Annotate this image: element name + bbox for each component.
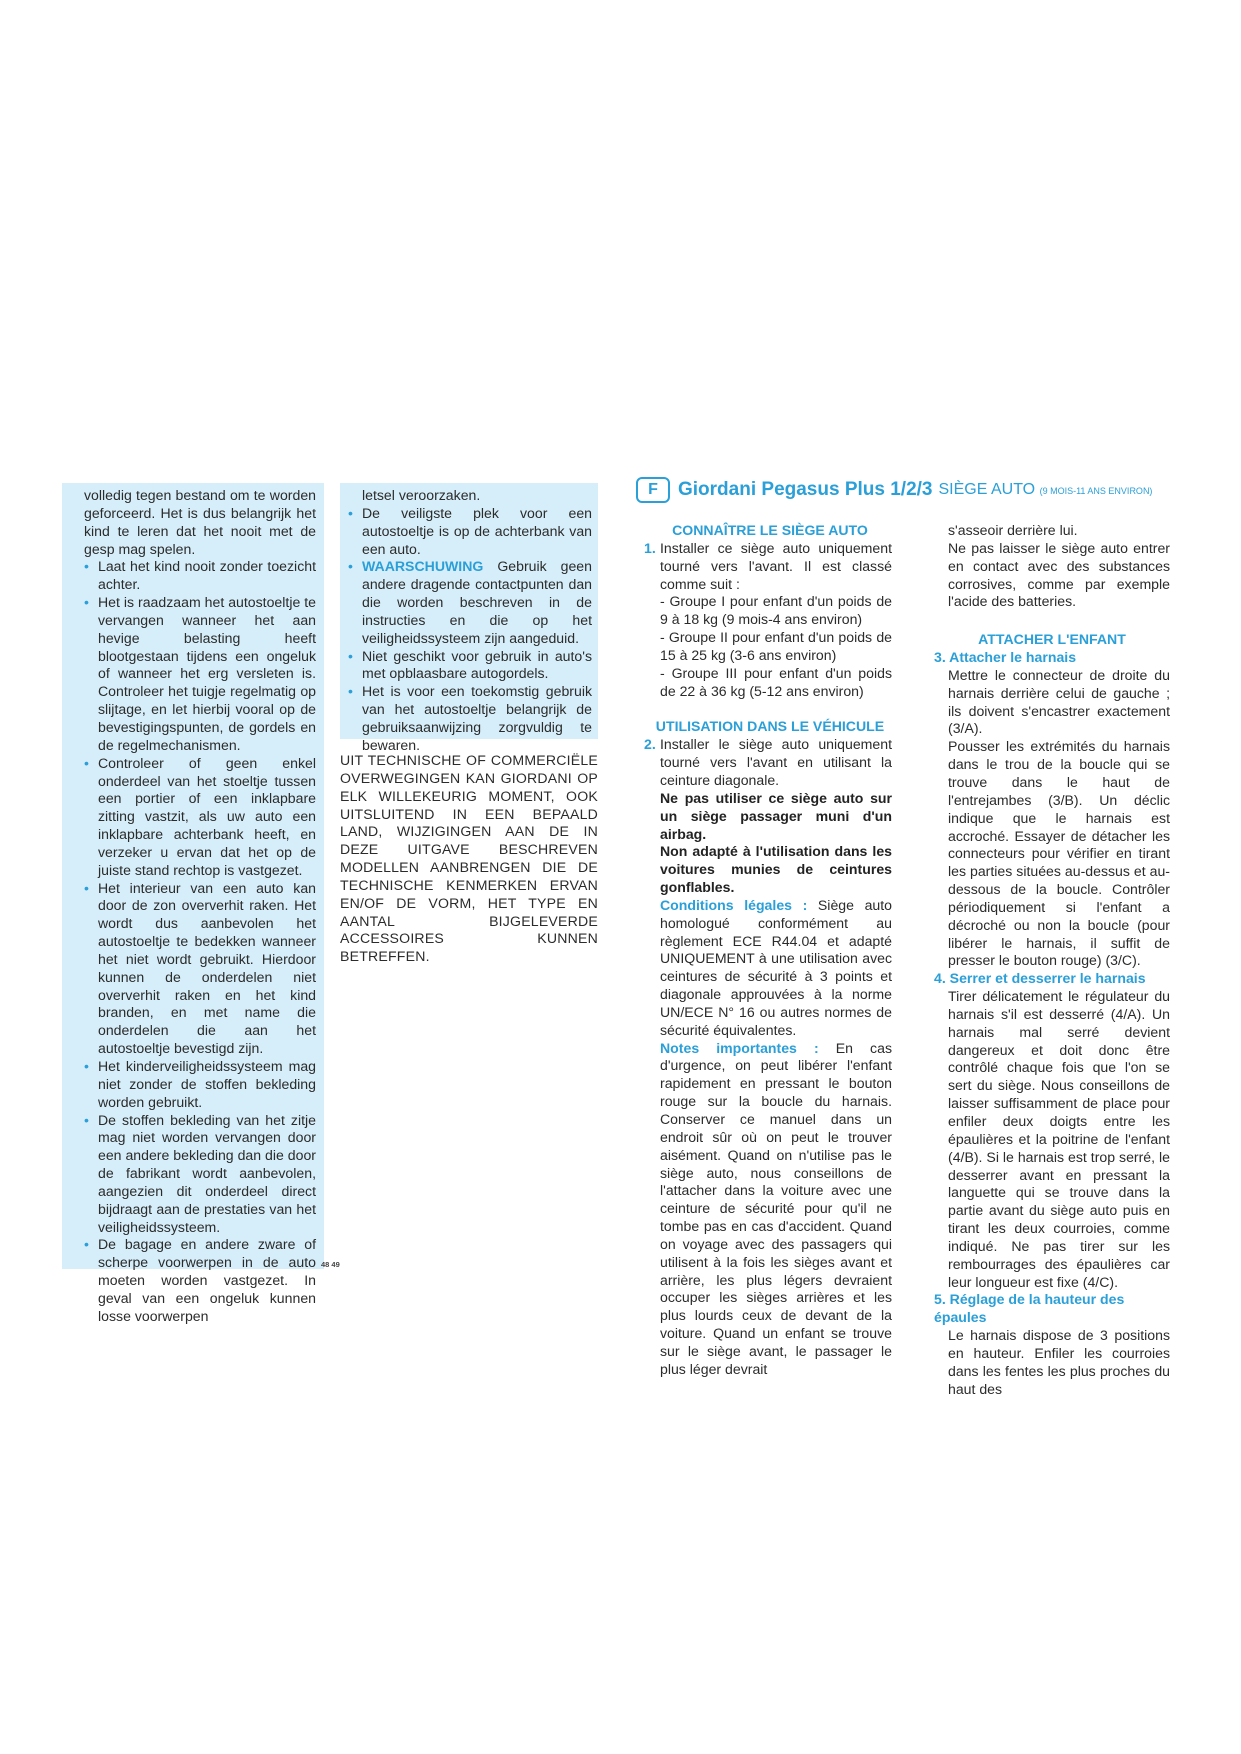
- item-2-number: 2.: [644, 736, 656, 753]
- section-title-connaitre: CONNAÎTRE LE SIÈGE AUTO: [672, 522, 868, 538]
- group-1: - Groupe I pour enfant d'un poids de 9 à 18 kg (9 mois-4 ans environ): [660, 593, 892, 628]
- item-4-title: 4. Serrer et desserrer le harnais: [934, 970, 1146, 987]
- item-3-title: 3. Attacher le harnais: [934, 649, 1077, 666]
- legal-text: Siège auto homologué conformément au règlement ECE R44.04 et adapté UNIQUEMENT à une utilisation avec ceintures de sécurité à 3 points et diagonale approuvées à la norme UN/ECE N° 16 ou autres normes de sécurité équivalentes.: [660, 896, 892, 1038]
- product-subtitle: [939, 481, 1153, 499]
- subtitle-main: SIÈGE AUTO: [938, 481, 1036, 498]
- col4-continuation-2: Ne pas laisser le siège auto entrer en contact avec des substances corrosives, comme par exemple l'acide des batteries.: [948, 539, 1170, 610]
- item-3-paragraph-1: Mettre le connecteur de droite du harnais derrière celui de gauche ; ils doivent s'encastrer exactement (3/A).: [948, 666, 1170, 737]
- col2-bullet-warning: [348, 558, 592, 647]
- item-5-title: 5. Réglage de la hauteur des épaules: [934, 1291, 1125, 1326]
- item-5-paragraph: Le harnais dispose de 3 positions en hauteur. Enfiler les courroies dans les fentes les plus proches du haut des: [948, 1327, 1170, 1397]
- col2-bullet-1: • De veiligste plek voor een autostoeltje is op de achterbank van een auto.: [348, 505, 592, 559]
- section-title-attacher: ATTACHER L'ENFANT: [978, 631, 1126, 648]
- warning-keyword: WAARSCHUWING: [362, 558, 484, 575]
- col1-intro: volledig tegen bestand om te worden geforceerd. Het is dus belangrijk het kind te leren dat het nooit met de gesp mag spelen.: [84, 487, 316, 557]
- notes-label: Notes importantes :: [660, 1039, 819, 1056]
- notes-text: En cas d'urgence, on peut libérer l'enfant rapidement en pressant le bouton rouge sur la boucle du harnais. Conserver ce manuel dans un endroit sûr où on peut le trouver aisément. Quand on n'utilise pas le siège auto, nous conseillons de l'attacher dans la voiture avec une ceinture de sécurité pour qu'il ne tombe pas en cas d'accident. Quand on voyage avec des passagers qui utilisent à la fois les sièges avant et arrière, les plus légers devraient occuper les sièges arrières et les plus lourds ceux de devant de la voiture. Quand un enfant se trouve sur le siège avant, le passager le plus léger devrait: [660, 1039, 892, 1377]
- item-1-text: Installer ce siège auto uniquement tourné vers l'avant. Il est classé comme suit :: [660, 539, 892, 592]
- item-1: [644, 539, 892, 701]
- item-4-paragraph: Tirer délicatement le régulateur du harnais s'il est desserré (4/A). Un harnais mal serré devient dangereux et doit donc être contrôlé chaque fois que l'on se sert du siège. Nous conseillons de laisser suffisamment de place pour enfiler deux doigts entre les épaulières et la poitrine de l'enfant (4/B). Si le harnais est trop serré, le desserrer avant en pressant la languette qui se trouve dans la partie avant du siège auto puis en tirant les deux courroies, comme indiqué. Ne pas tirer sur les rembourrages des épaulières car leur longueur est fixe (4/C).: [948, 988, 1170, 1290]
- legal-label: Conditions légales :: [660, 896, 808, 913]
- french-column-1: [644, 522, 892, 1379]
- col1-bullet-4: • Het interieur van een auto kan door de zon oververhit raken. Het wordt dus aanbevolen het autostoeltje te bedekken wanneer het niet wordt gebruikt. Hierdoor kunnen de onderdelen niet oververhit raken en het kind branden, en met name die onderdelen die aan het autostoeltje bevestigd zijn.: [84, 880, 316, 1058]
- warning-text: Gebruik geen andere dragende contactpunten dan die worden beschreven in de instructies en die op het veiligheidssysteem zijn aangeduid.: [362, 558, 592, 646]
- subtitle-age-range: (9 MOIS-11 ANS ENVIRON): [1039, 486, 1153, 496]
- airbag-warning: Ne pas utiliser ce siège auto sur un siège passager muni d'un airbag.: [660, 789, 892, 842]
- item-2-text: Installer le siège auto uniquement tourné vers l'avant en utilisant la ceinture diagonale.: [660, 736, 892, 788]
- col1-bullet-3: • Controleer of geen enkel onderdeel van het stoeltje tussen een portier of een inklapbare zitting vastzit, als uw auto een inklapbare achterbank heeft, en verzeker u ervan dat het op de juiste stand rechtop is vastgezet.: [84, 755, 316, 880]
- col1-bullet-5: • Het kinderveiligheidssysteem mag niet zonder de stoffen bekleding worden gebruikt.: [84, 1058, 316, 1112]
- group-3: - Groupe III pour enfant d'un poids de 22 à 36 kg (5-12 ans environ): [660, 664, 892, 699]
- french-column-2: [934, 522, 1170, 1399]
- col1-bullet-7: • De bagage en andere zware of scherpe voorwerpen in de auto moeten worden vastgezet. In geval van een ongeluk kunnen losse voorwerpen: [84, 1236, 316, 1325]
- item-3-paragraph-2: Pousser les extrémités du harnais dans le trou de la boucle qui se trouve dans le haut de l'entrejambes (3/B). Un déclic indique que le harnais est accroché. Essayer de détacher les connecteurs pour vérifier en tirant les parties situées au-dessus et au-dessous de la boucle. Contrôler périodiquement si l'enfant a décroché ou non la boucle (pour libérer le harnais, il suffit de presser le bouton rouge) (3/C).: [948, 738, 1170, 969]
- legal-conditions: [660, 897, 892, 1040]
- important-notes: [660, 1040, 892, 1379]
- col1-bullet-6: • De stoffen bekleding van het zitje mag niet worden vervangen door een andere bekleding dan die door de fabrikant wordt aanbevolen, aangezien dit onderdeel direct bijdraagt aan de prestaties van het veiligheidssysteem.: [84, 1112, 316, 1237]
- col2-bullet-3: • Niet geschikt voor gebruik in auto's met opblaasbare autogordels.: [348, 648, 592, 684]
- section-title-utilisation: UTILISATION DANS LE VÉHICULE: [655, 718, 885, 735]
- item-1-number: 1.: [644, 539, 656, 556]
- section-header-french: [636, 477, 1156, 507]
- language-badge: F: [636, 477, 670, 503]
- middle-note-box-dutch: [340, 483, 598, 753]
- group-2: - Groupe II pour enfant d'un poids de 15 à 25 kg (3-6 ans environ): [660, 629, 892, 663]
- col1-bullet-list: [84, 558, 316, 1325]
- col2-bullet-list: [348, 505, 592, 755]
- page-numbers: 48 49: [321, 1260, 340, 1269]
- product-title: Giordani Pegasus Plus 1/2/3: [678, 479, 933, 500]
- disclaimer-caps-text: UIT TECHNISCHE OF COMMERCIËLE OVERWEGINGEN KAN GIORDANI OP ELK WILLEKEURIG MOMENT, OOK UITSLUITEND IN EEN BEPAALD LAND, WIJZIGINGEN AAN DE IN DEZE UITGAVE BESCHREVEN MODELLEN AANBRENGEN DIE DE TECHNISCHE KENMERKEN ERVAN EN/OF DE VORM, HET TYPE EN AANTAL BIJGELEVERDE ACCESSOIRES KUNNEN BETREFFEN.: [340, 752, 598, 965]
- col2-bullet-4: • Het is voor een toekomstig gebruik van het autostoeltje belangrijk de gebruiksaanwijzing zorgvuldig te bewaren.: [348, 683, 592, 754]
- col1-bullet-2: • Het is raadzaam het autostoeltje te vervangen wanneer het aan hevige belasting heeft blootgestaan tijdens een ongeluk of wanneer het erg versleten is. Controleer het tuigje regelmatig op slijtage, en let hierbij vooral op de bevestigingspunten, de gordels en de regelmechanismen.: [84, 594, 316, 755]
- item-2: [644, 736, 892, 1378]
- inflatable-belt-warning: Non adapté à l'utilisation dans les voitures munies de ceintures gonflables.: [660, 843, 892, 896]
- col4-continuation-1: s'asseoir derrière lui.: [948, 522, 1078, 538]
- col2-continuation: letsel veroorzaken.: [362, 487, 481, 503]
- col1-bullet-1: • Laat het kind nooit zonder toezicht achter.: [84, 558, 316, 594]
- left-note-box-dutch: [62, 483, 324, 1324]
